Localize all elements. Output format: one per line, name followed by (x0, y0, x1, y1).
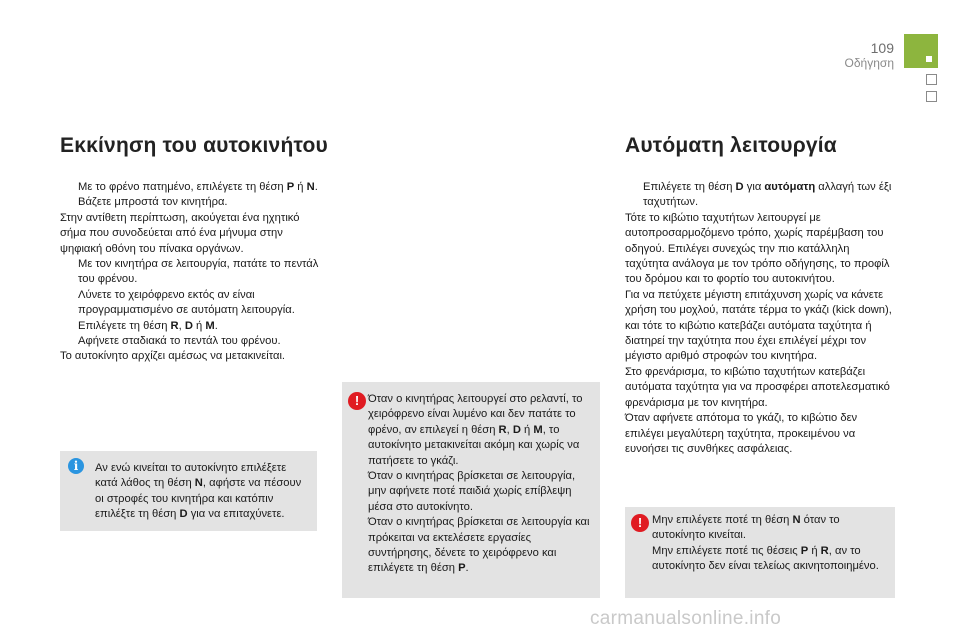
info-note (60, 451, 317, 531)
start-procedure (60, 180, 328, 365)
watermark: carmanualsonline.info (590, 608, 782, 629)
paragraph: Το αυτοκίνητο αρχίζει αμέσως να μετακινείται. (60, 350, 286, 363)
paragraph: Για να πετύχετε μέγιστη επιτάχυνση χωρίς να κάνετε χρήση του μοχλού, πατάτε τέρμα το γκάζι (kick down), και τότε το κιβώτιο κατεβάζει αυτόματα ταχύτητα ή διατηρεί την ταχύτητα που έχει επιλέγεί μέχρι τον μέγιστο αριθμό στροφών του κινητήρα. (625, 288, 892, 363)
list-item: Επιλέγετε τη θέση R, D ή M. (78, 319, 218, 332)
list-item: Αφήνετε σταδιακά το πεντάλ του φρένου. (78, 335, 281, 348)
list-item: Βάζετε μπροστά τον κινητήρα. (78, 196, 228, 209)
chapter-tab-empty (926, 91, 937, 102)
chapter-tab-active (904, 34, 938, 68)
info-note-text: Αν ενώ κινείται το αυτοκίνητο επιλέξετε κατά λάθος τη θέση N, αφήστε να πέσουν οι στροφές του κινητήρα και κατόπιν επιλέξτε τη θέση D για να επιταχύνετε. (95, 462, 302, 521)
warning-icon: ! (348, 392, 366, 410)
info-icon: i (68, 458, 84, 474)
list-item: Λύνετε το χειρόφρενο εκτός αν είναι προγραμματισμένο σε αυτόματη λειτουργία. (78, 288, 295, 317)
section-title: Οδήγηση (844, 56, 894, 70)
square-icon (926, 56, 932, 62)
warning-note-idle (342, 382, 600, 598)
paragraph: Στην αντίθετη περίπτωση, ακούγεται ένα ηχητικό σήμα που συνοδεύεται από ένα μήνυμα στην ψηφιακή οθόνη του πίνακα οργάνων. (60, 211, 300, 255)
auto-mode-text (625, 180, 895, 457)
paragraph: Όταν αφήνετε απότομα το γκάζι, το κιβώτιο δεν επιλέγει μεγαλύτερη ταχύτητα, προκειμένου να ευνοήσει τις συνθήκες ασφάλειας. (625, 412, 858, 455)
list-item: Με τον κινητήρα σε λειτουργία, πατάτε το πεντάλ του φρένου. (78, 258, 319, 286)
section-heading-start: Εκκίνηση του αυτοκινήτου (60, 134, 328, 157)
chapter-tab-empty (926, 74, 937, 85)
paragraph: Στο φρενάρισμα, το κιβώτιο ταχυτήτων κατεβάζει αυτόματα ταχύτητα για να προσφέρει αποτελεσματικό φρενάρισμα με τον κινητήρα. (625, 365, 890, 409)
warning-icon: ! (631, 514, 649, 532)
list-item: Με το φρένο πατημένο, επιλέγετε τη θέση P ή N. (78, 181, 318, 193)
warning-note-text: Όταν ο κινητήρας λειτουργεί στο ρελαντί, το χειρόφρενο είναι λυμένο και δεν πατάτε το φρένο, αν επιλεγεί η θέση R, D ή M, το αυτοκίνητο μετακινείται ακόμη και χωρίς να πατήσετε το γκάζι. Όταν ο κινητήρας βρίσκεται σε λειτουργία, μην αφήνετε ποτέ παιδιά χωρίς επίβλεψη μέσα στο αυτοκίνητο. Όταν ο κινητήρας βρίσκεται σε λειτουργία και πρόκειται να εκτελέσετε εργασίες συντήρησης, δένετε το χειρόφρενο και επιλέγετε τη θέση P. (368, 393, 590, 575)
page-number: 109 (870, 40, 894, 56)
paragraph: Τότε το κιβώτιο ταχυτήτων λειτουργεί με αυτοπροσαρμοζόμενο τρόπο, χωρίς παρέμβαση του οδηγού. Επιλέγει συνεχώς την πιο κατάλληλη ταχύτητα ανάλογα με τον τρόπο οδήγησης, το προφίλ του δρόμου και το φορτίο του αυτοκινήτου. (625, 211, 890, 286)
section-heading-auto: Αυτόματη λειτουργία (625, 134, 837, 157)
list-item: Επιλέγετε τη θέση D για αυτόματη αλλαγή των έξι ταχυτήτων. (643, 181, 892, 209)
warning-note-text: Μην επιλέγετε ποτέ τη θέση N όταν το αυτοκίνητο κινείται. Μην επιλέγετε ποτέ τις θέσεις P ή R, αν το αυτοκίνητο δεν είναι τελείως ακινητοποιημένο. (652, 514, 879, 573)
warning-note-neutral (625, 507, 895, 598)
